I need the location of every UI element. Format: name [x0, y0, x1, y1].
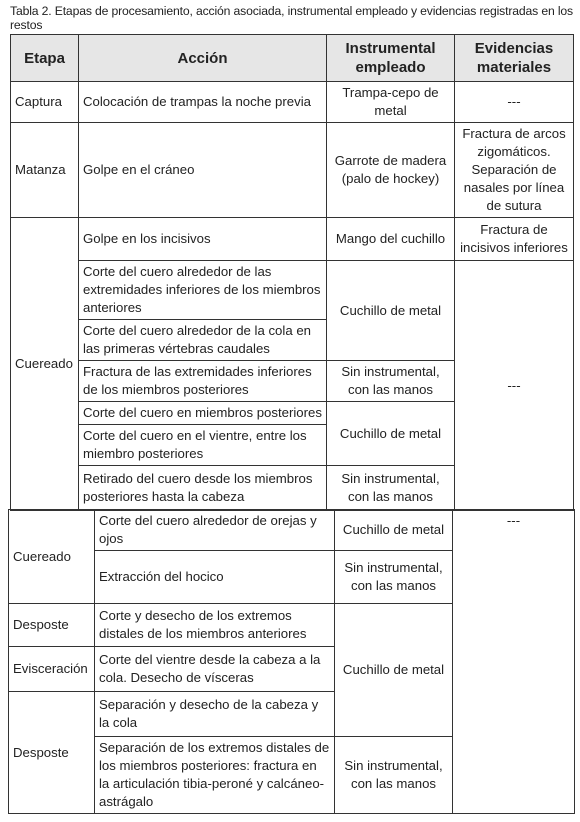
etapa-cell: Desposte [9, 604, 95, 647]
accion-cell: Golpe en los incisivos [79, 218, 327, 261]
table-caption: Tabla 2. Etapas de procesamiento, acción asociada, instrumental empleado y evidencias registradas en los restos [10, 4, 573, 32]
instrumental-cell: Mango del cuchillo [327, 218, 455, 261]
instrumental-cell: Sin instrumental, con las manos [327, 361, 455, 402]
header-evidencias: Evidencias materiales [455, 35, 574, 82]
instrumental-cell: Cuchillo de metal [335, 604, 453, 737]
table-row [9, 510, 575, 551]
accion-cell: Corte del cuero alrededor de la cola en las primeras vértebras caudales [79, 320, 327, 361]
evidencias-cell: --- [453, 510, 575, 814]
etapa-cell: Evisceración [9, 647, 95, 692]
instrumental-cell: Sin instrumental, con las manos [335, 737, 453, 814]
evidencias-cell: Fractura de incisivos inferiores [455, 218, 574, 261]
accion-cell: Corte del cuero en miembros posteriores [79, 402, 327, 425]
instrumental-cell: Sin instrumental, con las manos [335, 551, 453, 604]
etapa-cell: Matanza [11, 123, 79, 218]
accion-cell: Corte del cuero en el vientre, entre los miembro posteriores [79, 425, 327, 466]
table-row [11, 218, 574, 261]
accion-cell: Golpe en el cráneo [79, 123, 327, 218]
evidencias-cell: --- [455, 261, 574, 511]
processing-table-part2 [8, 509, 575, 814]
evidencias-cell: Fractura de arcos zigomáticos. Separación de nasales por línea de sutura [455, 123, 574, 218]
accion-cell: Corte y desecho de los extremos distales de los miembros anteriores [95, 604, 335, 647]
header-etapa: Etapa [11, 35, 79, 82]
etapa-cell: Desposte [9, 692, 95, 814]
accion-cell: Fractura de las extremidades inferiores de los miembros posteriores [79, 361, 327, 402]
instrumental-cell: Garrote de madera (palo de hockey) [327, 123, 455, 218]
table-row [11, 82, 574, 123]
processing-table-part1 [10, 34, 574, 511]
table-row [11, 261, 574, 320]
header-row [11, 35, 574, 82]
accion-cell: Separación y desecho de la cabeza y la cola [95, 692, 335, 737]
accion-cell: Colocación de trampas la noche previa [79, 82, 327, 123]
instrumental-cell: Cuchillo de metal [327, 261, 455, 361]
accion-cell: Separación de los extremos distales de los miembros posteriores: fractura en la articulación tibia-peroné y calcáneo-astrágalo [95, 737, 335, 814]
table-row [11, 123, 574, 218]
accion-cell: Corte del vientre desde la cabeza a la cola. Desecho de vísceras [95, 647, 335, 692]
instrumental-cell: Sin instrumental, con las manos [327, 466, 455, 511]
etapa-cell: Captura [11, 82, 79, 123]
instrumental-cell: Cuchillo de metal [327, 402, 455, 466]
etapa-cell: Cuereado [11, 218, 79, 511]
accion-cell: Retirado del cuero desde los miembros posteriores hasta la cabeza [79, 466, 327, 511]
instrumental-cell: Trampa-cepo de metal [327, 82, 455, 123]
header-instrumental: Instrumental empleado [327, 35, 455, 82]
evidencias-cell: --- [455, 82, 574, 123]
header-accion: Acción [79, 35, 327, 82]
accion-cell: Corte del cuero alrededor de orejas y ojos [95, 510, 335, 551]
instrumental-cell: Cuchillo de metal [335, 510, 453, 551]
accion-cell: Extracción del hocico [95, 551, 335, 604]
etapa-cell: Cuereado [9, 510, 95, 604]
accion-cell: Corte del cuero alrededor de las extremidades inferiores de los miembros anteriores [79, 261, 327, 320]
